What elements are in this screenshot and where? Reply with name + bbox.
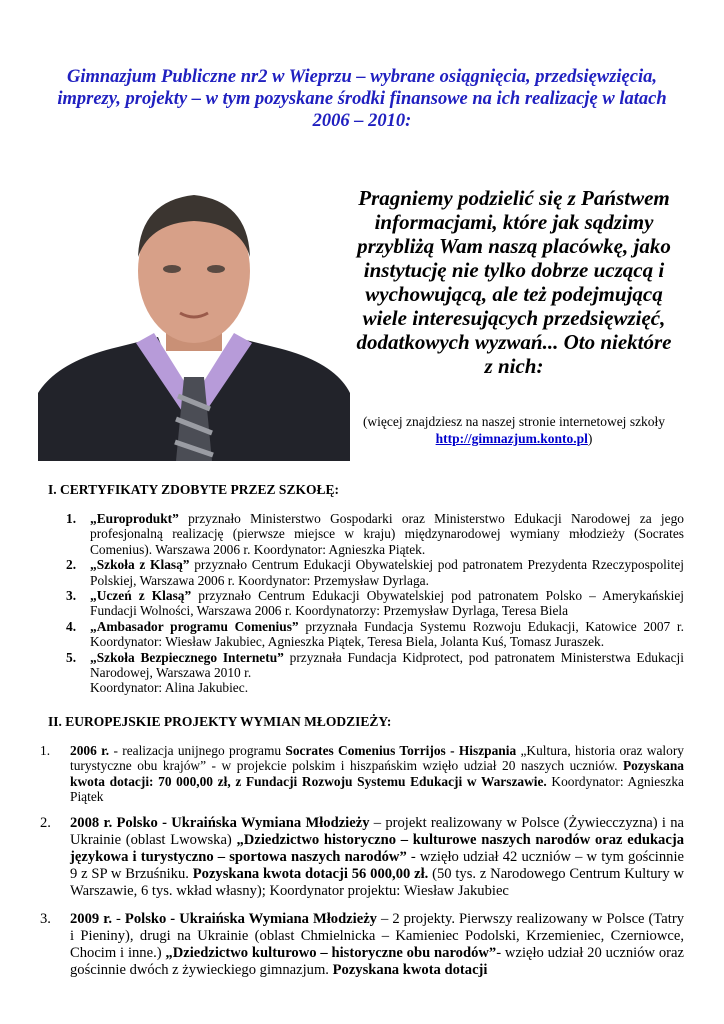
- portrait-illustration: [38, 161, 350, 461]
- list-item: [48, 511, 684, 557]
- project-text-segment: 2009 r.: [70, 910, 112, 927]
- item-number: 2.: [66, 557, 77, 573]
- project-text-segment: - realizacja unijnego programu: [109, 743, 286, 758]
- project-text-segment: Pozyskana kwota dotacji: [332, 961, 488, 978]
- project-text-segment: – 2 projekty. Pierwszy realizowany w Polsce (Tatry i Pieniny), drugi na Ukrainie (oblast Chmielnicka – Kamieniec Podolski, Krzemieniec, Czerniowce, Chocim i inne.): [70, 910, 684, 961]
- list-item: [48, 650, 684, 696]
- project-text-segment: -: [112, 910, 125, 927]
- project-text-segment: 2008 r. Polsko - Ukraińska Wymiana Młodzieży: [70, 814, 370, 831]
- certificate-text: przyznało Centrum Edukacji Obywatelskiej pod patronatem Polsko – Amerykańskiej Fundacji Wolności, Warszawa 2006 r. Koordynatorzy: Przemysław Dyrlaga, Teresa Biela: [90, 588, 684, 619]
- project-text-segment: (50 tys. z Narodowego Centrum Kultury w Warszawie, 6 tys. wkład własny); Koordynator projektu: Wiesław Jakubiec: [70, 865, 685, 899]
- item-number: 4.: [66, 618, 77, 634]
- item-number: 5.: [66, 649, 77, 665]
- item-number: 3.: [66, 588, 77, 604]
- certificate-name: „Ambasador programu Comenius”: [90, 618, 299, 634]
- list-item: [48, 619, 684, 650]
- note-text: (więcej znajdziesz na naszej stronie internetowej szkoły: [362, 414, 666, 429]
- project-text-segment: Socrates Comenius Torrijos - Hiszpania: [285, 743, 517, 758]
- document-title: Gimnazjum Publiczne nr2 w Wieprzu – wybrane osiągnięcia, przedsięwzięcia, imprezy, projekty – w tym pozyskane środki finansowe na ich realizację w latach 2006 – 2010:: [57, 67, 667, 131]
- certificate-text: przyznało Ministerstwo Gospodarki oraz Ministerstwo Edukacji Narodowej za jego profesjonalną realizację (pierwsze miejsce w kraju) międzynarodowej wymiany młodzieży (Socrates Comenius). Warszawa 2006 r. Koordynator: Agnieszka Piątek.: [90, 511, 684, 557]
- certificate-text: przyznała Fundacja Systemu Rozwoju Edukacji, Katowice 2007 r. Koordynator: Wiesław Jakubiec, Agnieszka Piątek, Teresa Biela, Jolanta Kuś, Tomasz Juraszek.: [90, 618, 685, 650]
- list-item: [48, 588, 684, 619]
- project-text-segment: 2006 r.: [70, 743, 110, 758]
- certificates-list: [48, 511, 684, 696]
- intro-text: Pragniemy podzielić się z Państwem informacjami, które jak sądzimy przybliżą Wam naszą placówkę, jako instytucję nie tylko dobrze uczącą i wychowującą, ale też podejmującą wiele interesujących przedsięwzięć, dodatkowych wyzwań... Oto niektóre z nich:: [356, 186, 672, 378]
- certificate-name: „Europrodukt”: [90, 511, 179, 526]
- list-item: [48, 557, 684, 588]
- list-item: [40, 815, 684, 900]
- project-text-segment: Pozyskana kwota dotacji 56 000,00 zł.: [192, 865, 429, 882]
- project-text-segment: Koordynator: Agnieszka Piątek: [70, 773, 684, 805]
- note-close: ): [587, 431, 593, 446]
- school-website-link[interactable]: http://gimnazjum.konto.pl: [435, 431, 588, 446]
- project-text-segment: „Dziedzictwo kulturowo – historyczne obu narodów”: [165, 944, 497, 961]
- portrait-photo: [38, 161, 350, 461]
- project-text-segment: - wzięło udział 42 uczniów – w tym gościnnie 9 z SP w Brzuśniku.: [70, 848, 684, 882]
- certificate-text: przyznało Centrum Edukacji Obywatelskiej pod patronatem Prezydenta Rzeczypospolitej Polskiej, Warszawa 2006 r. Koordynator: Przemysław Dyrlaga.: [90, 557, 684, 588]
- section1-heading: I. CERTYFIKATY ZDOBYTE PRZEZ SZKOŁĘ:: [48, 482, 339, 497]
- list-item: [40, 743, 684, 805]
- item-number: 1.: [40, 743, 51, 758]
- certificate-coordinator: Koordynator: Alina Jakubiec.: [90, 680, 249, 696]
- project-text-segment: „Dziedzictwo historyczno – kulturowe naszych narodów oraz edukacja językowa i turystyczno – sportowa naszych narodów”: [70, 831, 684, 865]
- item-number: 2.: [40, 814, 51, 831]
- project-text-segment: Polsko - Ukraińska Wymiana Młodzieży: [124, 910, 377, 927]
- certificate-name: „Szkoła z Klasą”: [90, 557, 190, 573]
- project-text-segment: „Kultura, historia oraz walory turystyczne obu krajów” - w projekcie polskim i hiszpańskim wzięło udział 20 naszych uczniów.: [70, 743, 684, 774]
- section2-heading: II. EUROPEJSKIE PROJEKTY WYMIAN MŁODZIEŻY:: [48, 714, 392, 729]
- certificate-name: „Szkoła Bezpiecznego Internetu”: [90, 649, 284, 665]
- project-text-segment: Pozyskana kwota dotacji: 70 000,00 zł, z Fundacji Rozwoju Systemu Edukacji w Warszawie.: [70, 758, 684, 789]
- item-number: 1.: [66, 511, 77, 526]
- project-text-segment: – projekt realizowany w Polsce (Żywiecczyzna) i na Ukrainie (oblast Lwowska): [70, 814, 684, 848]
- list-item: [40, 911, 684, 979]
- certificate-text: przyznała Fundacja Kidprotect, pod patronatem Ministerstwa Edukacji Narodowej, Warszawa 2010 r.: [90, 649, 685, 681]
- item-number: 3.: [40, 910, 51, 927]
- certificate-name: „Uczeń z Klasą”: [90, 588, 192, 604]
- website-note: [352, 413, 676, 447]
- projects-list: [40, 743, 684, 990]
- project-text-segment: - wzięło udział 20 uczniów oraz gościnnie dwóch z żywieckiego gimnazjum.: [70, 944, 684, 978]
